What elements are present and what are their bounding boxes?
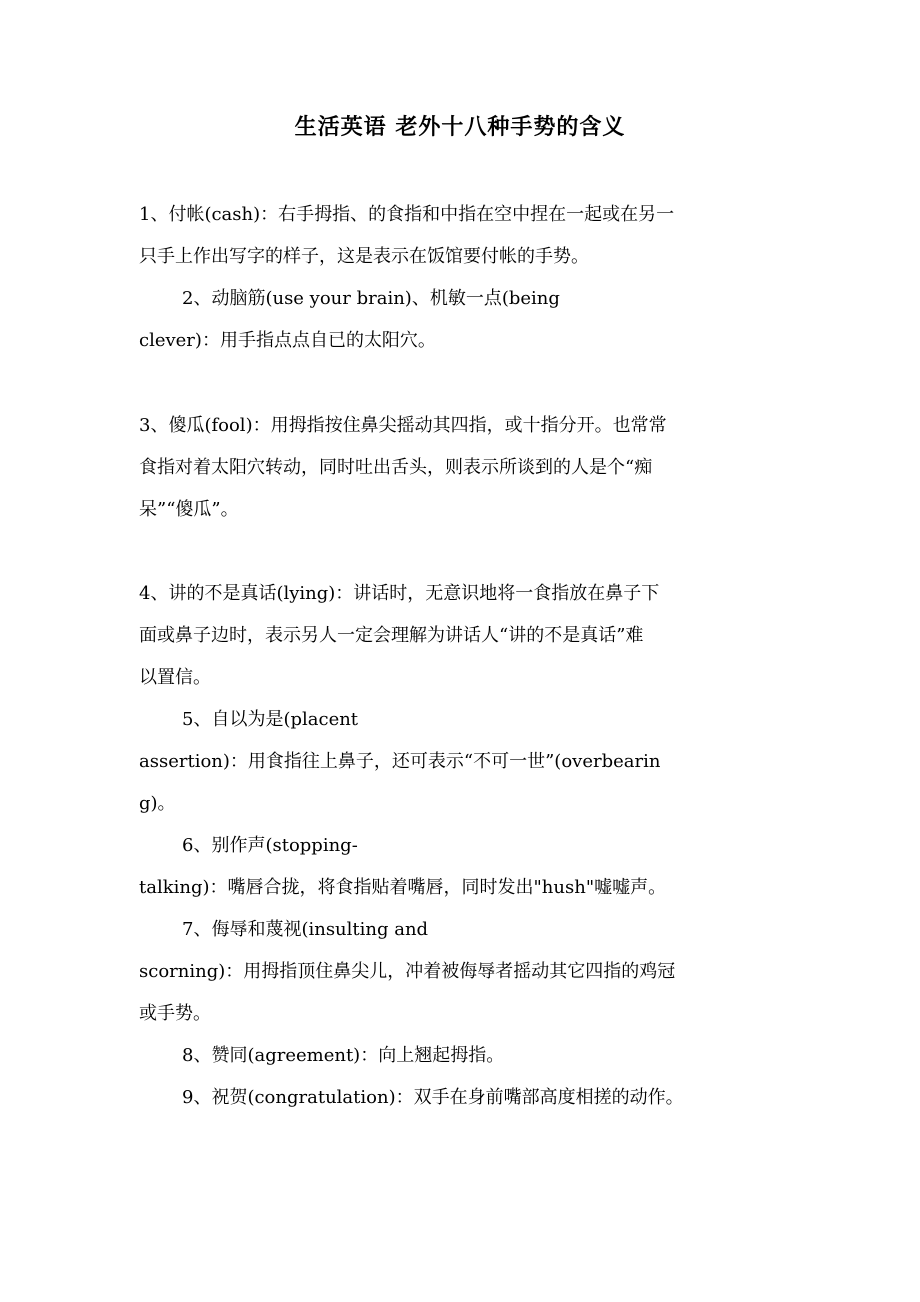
paragraph-3-line-2: 食指对着太阳穴转动，同时吐出舌头，则表示所谈到的人是个“痴 [139, 457, 653, 478]
paragraph-6-line-1: 6、别作声(stopping- [182, 835, 358, 856]
paragraph-3-line-1: 3、傻瓜(fool)：用拇指按住鼻尖摇动其四指，或十指分开。也常常 [139, 415, 667, 436]
paragraph-6-line-2: talking)：嘴唇合拢，将食指贴着嘴唇，同时发出"hush"嘘嘘声。 [139, 877, 667, 898]
paragraph-7-line-1: 7、侮辱和蔑视(insulting and [182, 919, 429, 940]
paragraph-2-line-1: 2、动脑筋(use your brain)、机敏一点(being [182, 288, 560, 309]
paragraph-2-line-2: clever)：用手指点点自已的太阳穴。 [139, 330, 436, 351]
paragraph-3-line-3: 呆”“傻瓜”。 [139, 499, 239, 520]
paragraph-9-line-1: 9、祝贺(congratulation)：双手在身前嘴部高度相搓的动作。 [182, 1087, 684, 1108]
paragraph-4-line-3: 以置信。 [139, 667, 211, 688]
paragraph-5-line-2: assertion)：用食指往上鼻子，还可表示“不可一世”(overbearin [139, 751, 661, 772]
document-title: 生活英语 老外十八种手势的含义 [294, 115, 626, 140]
paragraph-8-line-1: 8、赞同(agreement)：向上翘起拇指。 [182, 1045, 505, 1066]
paragraph-1-line-2: 只手上作出写字的样子，这是表示在饭馆要付帐的手势。 [139, 246, 589, 267]
paragraph-1-line-1: 1、付帐(cash)：右手拇指、的食指和中指在空中捏在一起或在另一 [139, 204, 675, 225]
paragraph-7-line-2: scorning)：用拇指顶住鼻尖儿，冲着被侮辱者摇动其它四指的鸡冠 [139, 961, 676, 982]
paragraph-4-line-2: 面或鼻子边时，表示另人一定会理解为讲话人“讲的不是真话”难 [139, 625, 644, 646]
paragraph-4-line-1: 4、讲的不是真话(lying)：讲话时，无意识地将一食指放在鼻子下 [139, 583, 660, 604]
paragraph-5-line-3: g)。 [139, 793, 176, 814]
paragraph-7-line-3: 或手势。 [139, 1003, 211, 1024]
paragraph-5-line-1: 5、自以为是(placent [182, 709, 359, 730]
